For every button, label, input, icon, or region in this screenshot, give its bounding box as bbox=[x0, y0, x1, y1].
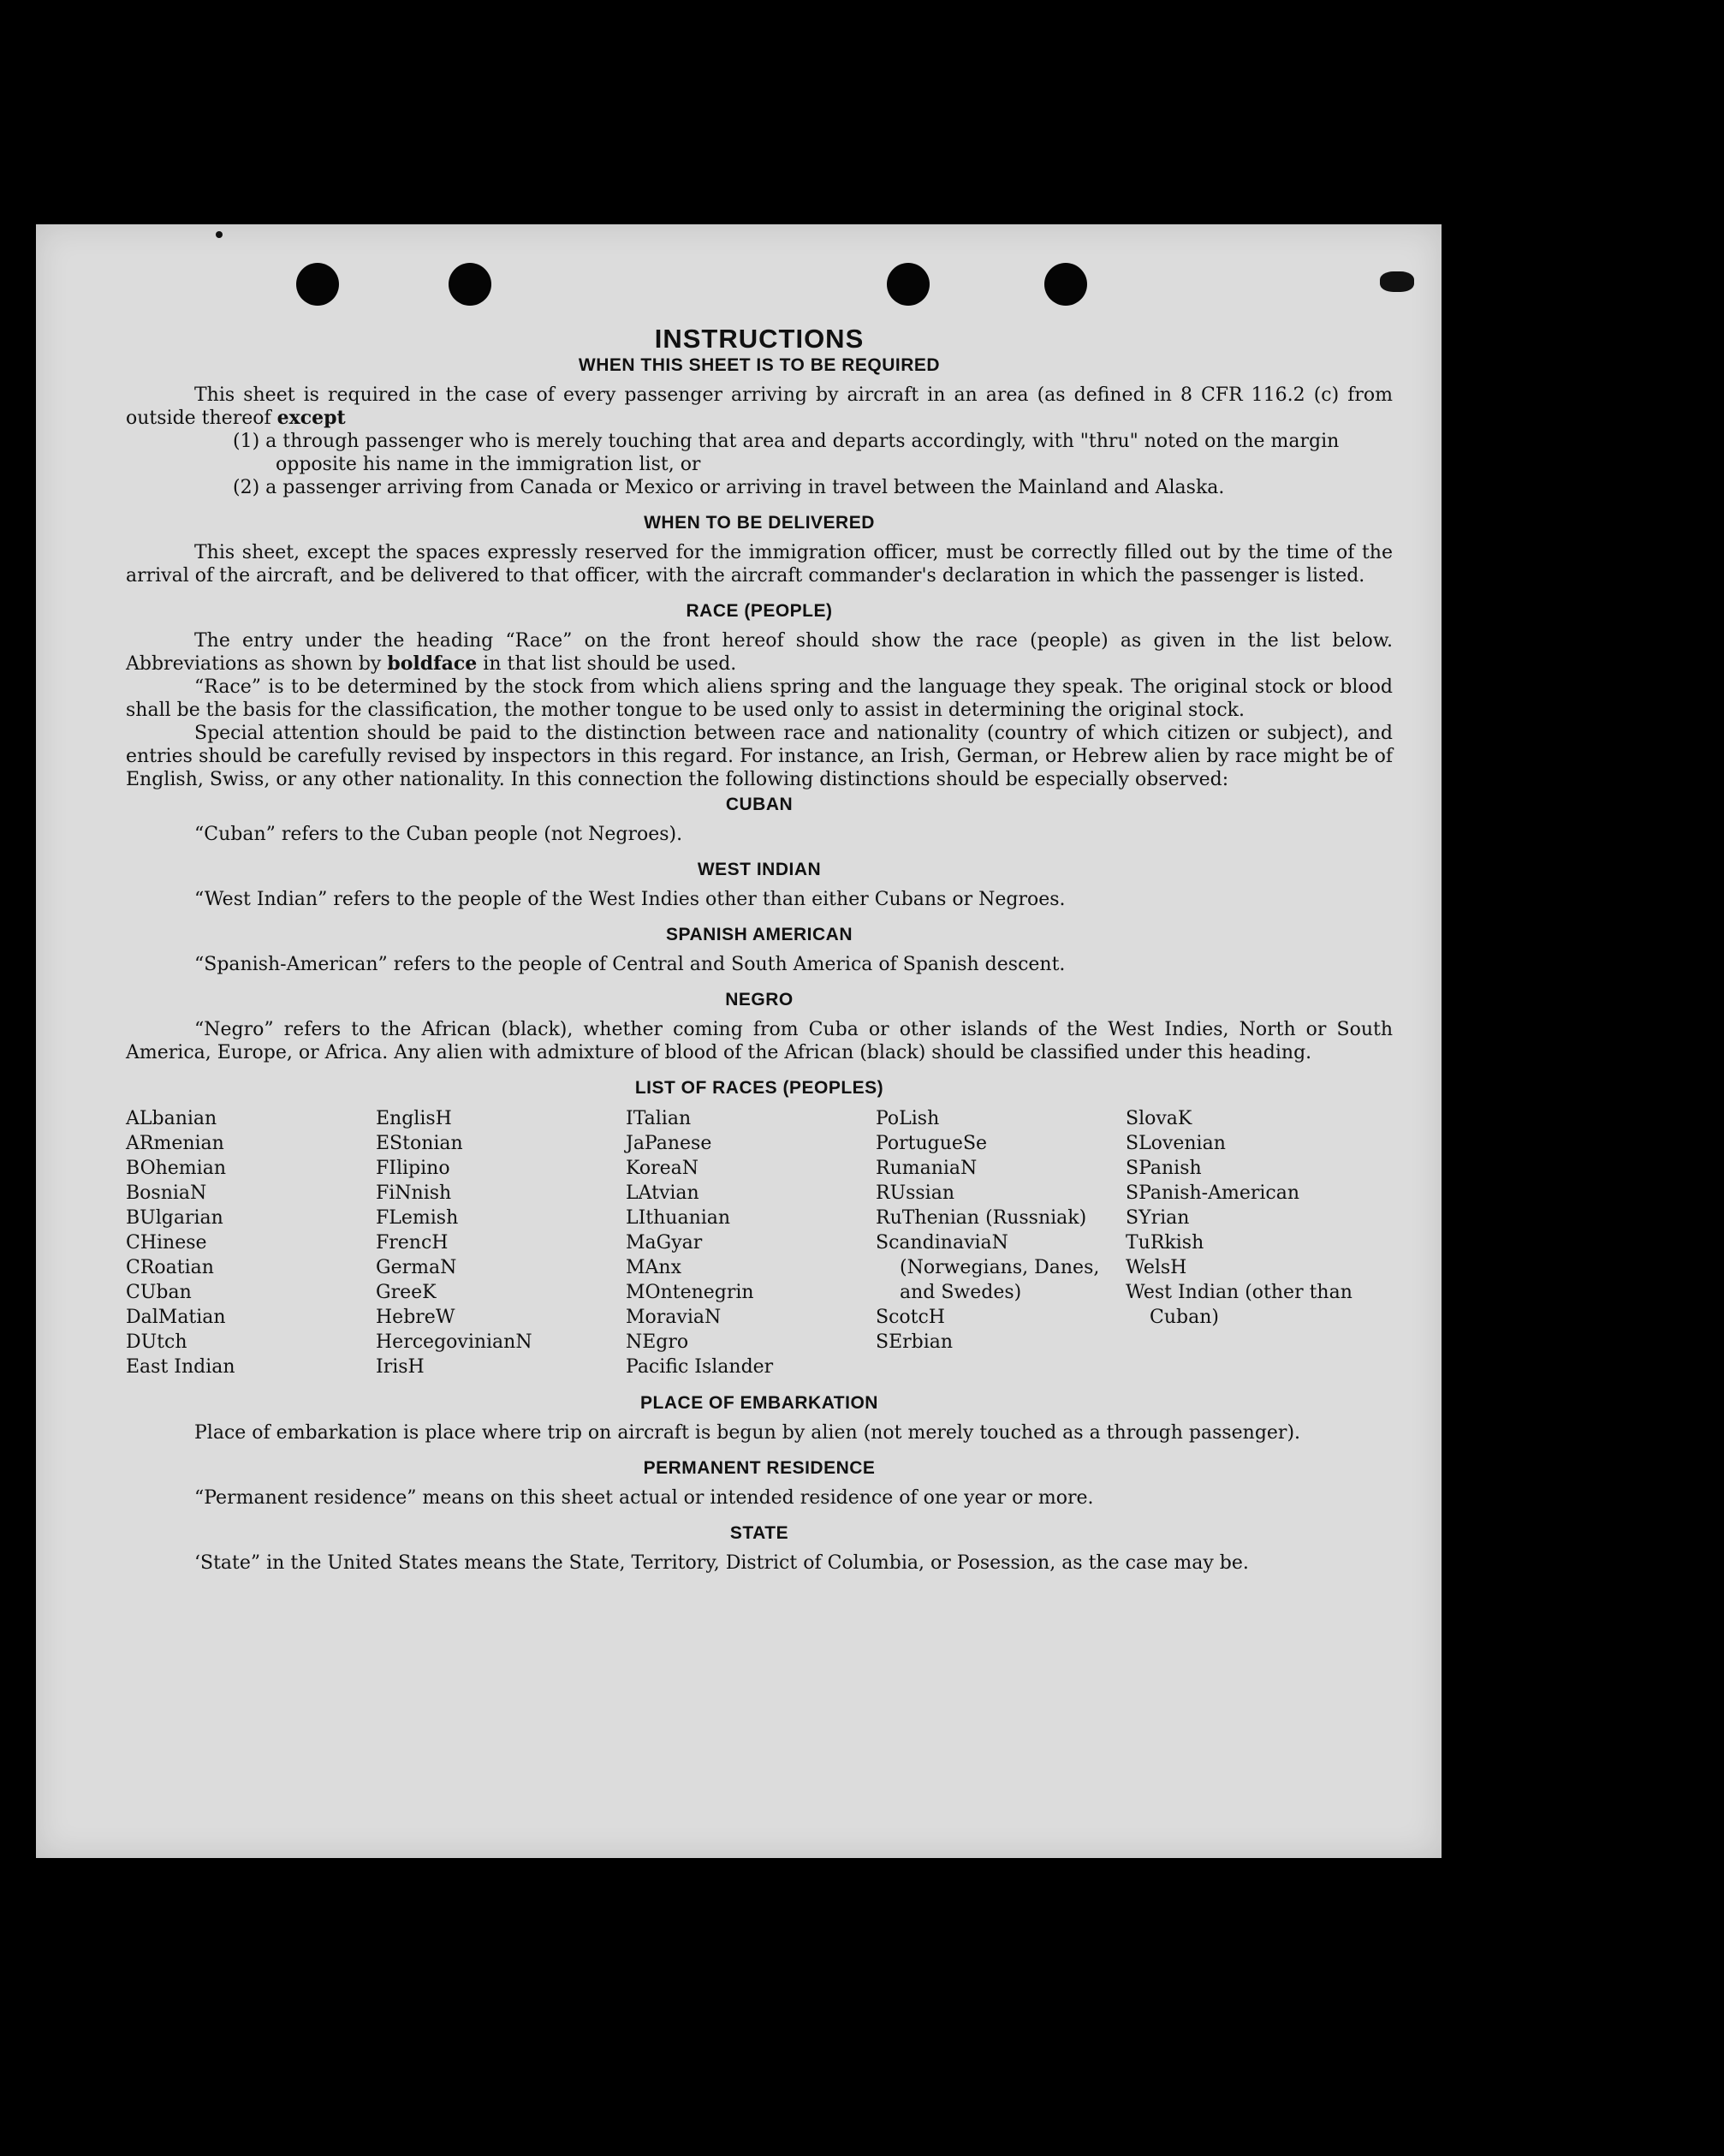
required-except: except bbox=[276, 407, 346, 429]
ink-spot bbox=[216, 231, 223, 238]
heading-list-of-races: LIST OF RACES (PEOPLES) bbox=[634, 1078, 884, 1098]
heading-negro: NEGRO bbox=[725, 990, 794, 1010]
race-item: ScandinaviaN (Norwegians, Danes, and Swedes) bbox=[876, 1232, 1100, 1303]
race-item: RuThenian (Russniak) bbox=[876, 1207, 1087, 1229]
race-p1-bold: boldface bbox=[387, 652, 478, 675]
heading-cuban: CUBAN bbox=[725, 795, 794, 814]
document-page bbox=[36, 224, 1442, 1858]
race-paragraph-1 bbox=[126, 629, 1393, 676]
race-column-2 bbox=[376, 1106, 626, 1379]
race-column-4 bbox=[876, 1106, 1126, 1379]
race-item: SYrian bbox=[1126, 1207, 1190, 1229]
race-item: HercegovinianN bbox=[376, 1331, 532, 1353]
delivered-text: This sheet, except the spaces expressly reserved for the immigration officer, must be correctly filled out by the time of the arrival of the aircraft, and be delivered to that officer, with the aircraft commander's declaration in which the passenger is listed. bbox=[126, 542, 1393, 587]
race-item: PoLish bbox=[876, 1108, 940, 1129]
race-item: PortugueSe bbox=[876, 1133, 988, 1154]
race-item: MAnx bbox=[626, 1257, 681, 1278]
race-item: SLovenian bbox=[1126, 1133, 1226, 1154]
heading-permanent-residence: PERMANENT RESIDENCE bbox=[643, 1458, 876, 1478]
race-item: EnglisH bbox=[376, 1108, 452, 1129]
race-item: FrencH bbox=[376, 1232, 449, 1254]
race-item: ITalian bbox=[626, 1108, 692, 1129]
race-item: DalMatian bbox=[126, 1307, 226, 1328]
race-item: TuRkish bbox=[1126, 1232, 1204, 1254]
punch-hole bbox=[1044, 263, 1087, 306]
heading-race: RACE (PEOPLE) bbox=[686, 601, 833, 621]
race-list bbox=[126, 1106, 1393, 1379]
punch-hole bbox=[449, 263, 491, 306]
race-item: KoreaN bbox=[626, 1158, 699, 1179]
negro-text: “Negro” refers to the African (black), whether coming from Cuba or other islands of the West Indies, North or South America, Europe, or Africa. Any alien with admixture of blood of the African (black) should be classified under this heading. bbox=[126, 1019, 1393, 1063]
race-item: West Indian (other than Cuban) bbox=[1126, 1282, 1352, 1328]
race-item: WelsH bbox=[1126, 1257, 1187, 1278]
race-p1-b: in that list should be used. bbox=[483, 653, 737, 675]
state-text: ‘State” in the United States means the State, Territory, District of Columbia, or Posession, as the case may be. bbox=[194, 1552, 1249, 1574]
residence-text: “Permanent residence” means on this sheet actual or intended residence of one year or more. bbox=[194, 1487, 1094, 1509]
race-item: HebreW bbox=[376, 1307, 455, 1328]
race-item: CHinese bbox=[126, 1232, 207, 1254]
race-item: LIthuanian bbox=[626, 1207, 731, 1229]
race-column-5 bbox=[1126, 1106, 1376, 1379]
race-item: RUssian bbox=[876, 1182, 955, 1204]
race-item: East Indian bbox=[126, 1356, 235, 1378]
heading-spanish-american: SPANISH AMERICAN bbox=[665, 925, 853, 944]
instructions-content bbox=[126, 324, 1393, 1575]
embarkation-text: Place of embarkation is place where trip on aircraft is begun by alien (not merely touched as a through passenger). bbox=[194, 1422, 1301, 1444]
page-title: INSTRUCTIONS bbox=[654, 324, 865, 354]
race-item: SPanish bbox=[1126, 1158, 1202, 1179]
race-item: FIlipino bbox=[376, 1158, 450, 1179]
race-item: LAtvian bbox=[626, 1182, 699, 1204]
race-item: NEgro bbox=[626, 1331, 689, 1353]
cuban-text: “Cuban” refers to the Cuban people (not Negroes). bbox=[194, 824, 683, 845]
spanish-american-text: “Spanish-American” refers to the people of Central and South America of Spanish descent. bbox=[194, 954, 1066, 975]
race-item: Pacific Islander bbox=[626, 1356, 774, 1378]
west-indian-text: “West Indian” refers to the people of the West Indies other than either Cubans or Negroes. bbox=[194, 889, 1066, 910]
race-item: FLemish bbox=[376, 1207, 459, 1229]
required-intro-text: This sheet is required in the case of every passenger arriving by aircraft in an area (as defined in 8 CFR 116.2 (c) from outside thereof bbox=[126, 384, 1393, 429]
race-item: SPanish-American bbox=[1126, 1182, 1300, 1204]
required-item-1: (1) a through passenger who is merely touching that area and departs accordingly, with "thru" noted on the margin opposite his name in the immigration list, or bbox=[233, 431, 1340, 475]
required-item-2: (2) a passenger arriving from Canada or Mexico or arriving in travel between the Mainland and Alaska. bbox=[233, 477, 1225, 498]
heading-place-of-embarkation: PLACE OF EMBARKATION bbox=[640, 1393, 878, 1413]
race-p1-a: The entry under the heading “Race” on the front hereof should show the race (people) as given in the list below. Abbreviations as shown by bbox=[126, 630, 1393, 675]
race-item: MOntenegrin bbox=[626, 1282, 754, 1303]
race-item: JaPanese bbox=[626, 1133, 712, 1154]
race-item: DUtch bbox=[126, 1331, 187, 1353]
race-item: GreeK bbox=[376, 1282, 437, 1303]
race-item: ARmenian bbox=[126, 1133, 224, 1154]
punch-hole bbox=[887, 263, 930, 306]
punch-hole bbox=[296, 263, 339, 306]
race-item: MoraviaN bbox=[626, 1307, 722, 1328]
race-item: CRoatian bbox=[126, 1257, 214, 1278]
race-column-3 bbox=[626, 1106, 876, 1379]
heading-west-indian: WEST INDIAN bbox=[697, 860, 822, 879]
ink-spot bbox=[1380, 271, 1414, 292]
race-item: SErbian bbox=[876, 1331, 954, 1353]
race-item: MaGyar bbox=[626, 1232, 703, 1254]
race-column-1 bbox=[126, 1106, 376, 1379]
race-item: FiNnish bbox=[376, 1182, 452, 1204]
race-item: BosniaN bbox=[126, 1182, 207, 1204]
required-intro bbox=[126, 384, 1393, 430]
race-item: ALbanian bbox=[126, 1108, 217, 1129]
race-paragraph-2: “Race” is to be determined by the stock from which aliens spring and the language they speak. The original stock or blood shall be the basis for the classification, the mother tongue to be used only to assist in determining the original stock. bbox=[126, 676, 1393, 721]
race-item: BUlgarian bbox=[126, 1207, 223, 1229]
race-paragraph-3: Special attention should be paid to the distinction between race and nationality (country of which citizen or subject), and entries should be carefully revised by inspectors in this regard. For instance, an Irish, German, or Hebrew alien by race might be of English, Swiss, or any other nationality. In this connection the following distinctions should be especially observed: bbox=[126, 723, 1393, 790]
race-item: IrisH bbox=[376, 1356, 425, 1378]
race-item: RumaniaN bbox=[876, 1158, 978, 1179]
race-item: BOhemian bbox=[126, 1158, 226, 1179]
race-item: GermaN bbox=[376, 1257, 457, 1278]
race-item: CUban bbox=[126, 1282, 192, 1303]
heading-when-delivered: WHEN TO BE DELIVERED bbox=[644, 513, 875, 533]
race-item: ScotcH bbox=[876, 1307, 945, 1328]
race-item: SlovaK bbox=[1126, 1108, 1192, 1129]
race-item: EStonian bbox=[376, 1133, 463, 1154]
heading-state: STATE bbox=[729, 1523, 789, 1543]
heading-when-required: WHEN THIS SHEET IS TO BE REQUIRED bbox=[578, 355, 941, 375]
